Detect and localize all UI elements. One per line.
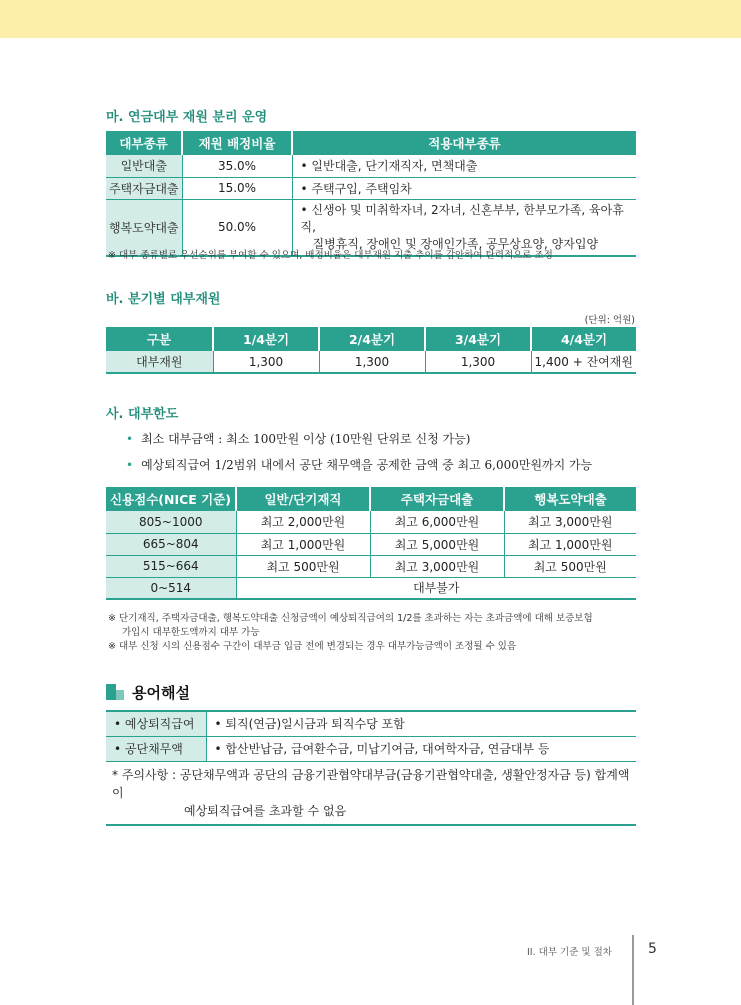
not-eligible-cell: 대부불가 <box>236 577 636 599</box>
row-type: 주택자금대출 <box>106 177 182 199</box>
allocation-note: ※ 대부 종류별로 우선순위를 부여할 수 있으며, 배정비율은 대부재원 지출 추이를 감안하여 탄력적으로 조정 <box>108 250 553 261</box>
quarterly-table <box>106 327 636 374</box>
header-q2: 2/4분기 <box>319 327 425 351</box>
row-applies <box>292 199 636 256</box>
score-range: 0~514 <box>106 577 236 599</box>
glossary-title: 용어해설 <box>132 684 190 702</box>
row-type: 일반대출 <box>106 155 182 177</box>
row-applies: • 주택구입, 주택임차 <box>292 177 636 199</box>
header-q1: 1/4분기 <box>213 327 319 351</box>
note-line: ※ 단기재직, 주택자금대출, 행복도약대출 신청금액이 예상퇴직급여의 1/2를 초과하는 자는 초과금액에 대해 보증보험 <box>108 613 593 624</box>
glossary-header <box>106 680 636 704</box>
limit-cell: 최고 3,000만원 <box>504 511 636 533</box>
note-line: ※ 대부 신청 시의 신용점수 구간이 대부금 입금 전에 변경되는 경우 대부가능금액이 조정될 수 있음 <box>108 641 517 652</box>
limit-cell: 최고 3,000만원 <box>370 555 504 577</box>
q2-value: 1,300 <box>319 351 425 373</box>
bullet-item <box>126 456 592 473</box>
score-range: 805~1000 <box>106 511 236 533</box>
header-applies: 적용대부종류 <box>292 131 636 155</box>
row-label: 대부재원 <box>106 351 213 373</box>
limit-cell: 최고 6,000만원 <box>370 511 504 533</box>
q1-value: 1,300 <box>213 351 319 373</box>
limit-cell: 최고 1,000만원 <box>236 533 370 555</box>
bullet-text: 예상퇴직급여 1/2범위 내에서 공단 채무액을 공제한 금액 중 최고 6,000만원까지 가능 <box>141 458 593 472</box>
page-number: 5 <box>648 941 657 957</box>
row-ratio: 35.0% <box>182 155 292 177</box>
q3-value: 1,300 <box>425 351 531 373</box>
header-credit-score: 신용점수(NICE 기준) <box>106 487 236 511</box>
header-ratio: 재원 배정비율 <box>182 131 292 155</box>
glossary-marker-accent-icon <box>116 690 124 700</box>
bullet-item <box>126 430 470 447</box>
q4-value: 1,400 + 잔여재원 <box>531 351 636 373</box>
limit-cell: 최고 500만원 <box>504 555 636 577</box>
glossary-table <box>106 710 636 762</box>
footer-divider <box>632 935 634 1005</box>
limit-cell: 최고 2,000만원 <box>236 511 370 533</box>
row-ratio: 15.0% <box>182 177 292 199</box>
loan-limit-table <box>106 487 636 600</box>
applies-line: 질병휴직, 장애인 및 장애인가족, 공무상요양, 양자입양 <box>312 236 599 251</box>
top-band <box>0 0 741 38</box>
section-ma-title: 마. 연금대부 재원 분리 운영 <box>106 110 268 125</box>
header-category: 구분 <box>106 327 213 351</box>
glossary-desc: • 합산반납금, 급여환수금, 미납기여금, 대여학자금, 연금대부 등 <box>206 736 636 761</box>
caution-line: 예상퇴직급여를 초과할 수 없음 <box>184 804 347 818</box>
allocation-table <box>106 131 636 257</box>
glossary-desc: • 퇴직(연금)일시금과 퇴직수당 포함 <box>206 711 636 736</box>
glossary-marker-icon <box>106 684 116 700</box>
limit-cell: 최고 500만원 <box>236 555 370 577</box>
row-ratio: 50.0% <box>182 199 292 256</box>
caution-line: * 주의사항 : 공단채무액과 공단의 금융기관협약대부금(금융기관협약대출, 생활안정자금 등) 합계액이 <box>112 768 630 800</box>
bullet-text: 최소 대부금액 : 최소 100만원 이상 (10만원 단위로 신청 가능) <box>141 432 471 446</box>
score-range: 515~664 <box>106 555 236 577</box>
glossary-term: • 예상퇴직급여 <box>106 711 206 736</box>
footer-chapter: II. 대부 기준 및 절차 <box>527 947 612 958</box>
note-line: 가입시 대부한도액까지 대부 가능 <box>122 627 260 638</box>
bullet-icon: • <box>126 458 134 472</box>
header-housing: 주택자금대출 <box>370 487 504 511</box>
header-happiness: 행복도약대출 <box>504 487 636 511</box>
bullet-icon: • <box>126 432 134 446</box>
limit-notes <box>108 612 638 654</box>
header-loan-type: 대부종류 <box>106 131 182 155</box>
header-general: 일반/단기재직 <box>236 487 370 511</box>
header-q3: 3/4분기 <box>425 327 531 351</box>
section-ba-title: 바. 분기별 대부재원 <box>106 292 221 307</box>
limit-cell: 최고 5,000만원 <box>370 533 504 555</box>
unit-label: (단위: 억원) <box>584 315 635 326</box>
caution-note <box>106 765 636 826</box>
limit-cell: 최고 1,000만원 <box>504 533 636 555</box>
glossary-term: • 공단채무액 <box>106 736 206 761</box>
row-type: 행복도약대출 <box>106 199 182 256</box>
applies-line: • 신생아 및 미취학자녀, 2자녀, 신혼부부, 한부모가족, 육아휴직, <box>300 202 624 234</box>
score-range: 665~804 <box>106 533 236 555</box>
header-q4: 4/4분기 <box>531 327 636 351</box>
row-applies: • 일반대출, 단기재직자, 면책대출 <box>292 155 636 177</box>
section-sa-title: 사. 대부한도 <box>106 407 179 422</box>
